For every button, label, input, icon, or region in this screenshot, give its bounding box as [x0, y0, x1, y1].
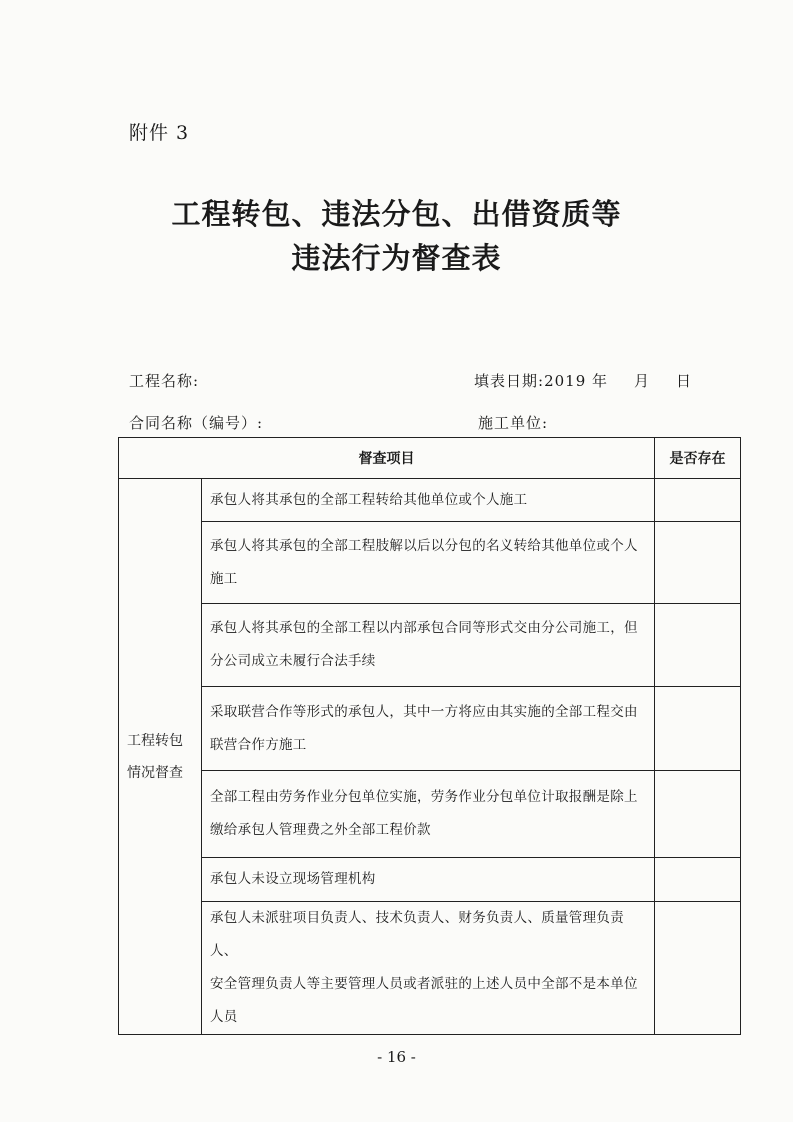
item-text: 人员: [210, 1009, 238, 1025]
table-header-row: [119, 438, 741, 479]
category-cell: [119, 479, 202, 1035]
item-text: 承包人将其承包的全部工程转给其他单位或个人施工: [210, 491, 528, 508]
project-name-label: 工程名称:: [129, 372, 200, 390]
exists-cell[interactable]: [655, 902, 741, 1035]
fill-date: [474, 370, 692, 391]
exists-cell[interactable]: [655, 522, 741, 604]
item-text: 全部工程由劳务作业分包单位实施，劳务作业分包单位计取报酬是除上: [210, 789, 638, 805]
fill-date-day: 日: [676, 372, 693, 390]
item-cell: [202, 522, 655, 604]
item-cell: [202, 771, 655, 858]
exists-cell[interactable]: [655, 604, 741, 687]
item-text: 施工: [210, 570, 238, 587]
item-text: 缴给承包人管理费之外全部工程价款: [210, 822, 431, 838]
category-line1: 工程转包: [127, 732, 183, 749]
attachment-label: 附件 3: [129, 122, 190, 144]
constructor-label: 施工单位:: [478, 414, 549, 432]
item-cell: [202, 858, 655, 902]
table-row: [119, 479, 741, 522]
table-row: [119, 902, 741, 1035]
item-text: 安全管理负责人等主要管理人员或者派驻的上述人员中全部不是本单位: [210, 976, 638, 992]
column-header-exists: 是否存在: [655, 438, 741, 479]
table-row: [119, 687, 741, 771]
table-row: [119, 858, 741, 902]
exists-cell[interactable]: [655, 858, 741, 902]
item-text: 承包人将其承包的全部工程肢解以后以分包的名义转给其他单位或个人: [210, 537, 638, 554]
table-row: [119, 522, 741, 604]
inspection-table: [118, 437, 741, 1035]
fill-date-month: 月: [634, 372, 651, 390]
exists-cell[interactable]: [655, 771, 741, 858]
fill-date-year: 2019 年: [544, 372, 609, 390]
category-line2: 情况督查: [127, 764, 183, 781]
fill-date-label: 填表日期:: [474, 372, 545, 390]
table-row: [119, 771, 741, 858]
item-cell: [202, 479, 655, 522]
column-header-item: 督查项目: [119, 438, 655, 479]
item-text: 采取联营合作等形式的承包人，其中一方将应由其实施的全部工程交由: [210, 703, 638, 720]
contract-name-label: 合同名称（编号）:: [129, 414, 264, 432]
document-title-line2: 违法行为督查表: [291, 241, 502, 275]
item-text: 承包人将其承包的全部工程以内部承包合同等形式交由分公司施工，但: [210, 620, 638, 636]
item-cell: [202, 604, 655, 687]
exists-cell[interactable]: [655, 687, 741, 771]
exists-cell[interactable]: [655, 479, 741, 522]
item-text: 分公司成立未履行合法手续: [210, 653, 376, 669]
item-cell: [202, 902, 655, 1035]
item-text: 联营合作方施工: [210, 736, 307, 753]
page-number: - 16 -: [377, 1048, 416, 1066]
item-cell: [202, 687, 655, 771]
item-text: 承包人未派驻项目负责人、技术负责人、财务负责人、质量管理负责人、: [210, 910, 624, 959]
item-text: 承包人未设立现场管理机构: [210, 871, 376, 887]
document-title-line1: 工程转包、违法分包、出借资质等: [171, 197, 622, 231]
table-row: [119, 604, 741, 687]
